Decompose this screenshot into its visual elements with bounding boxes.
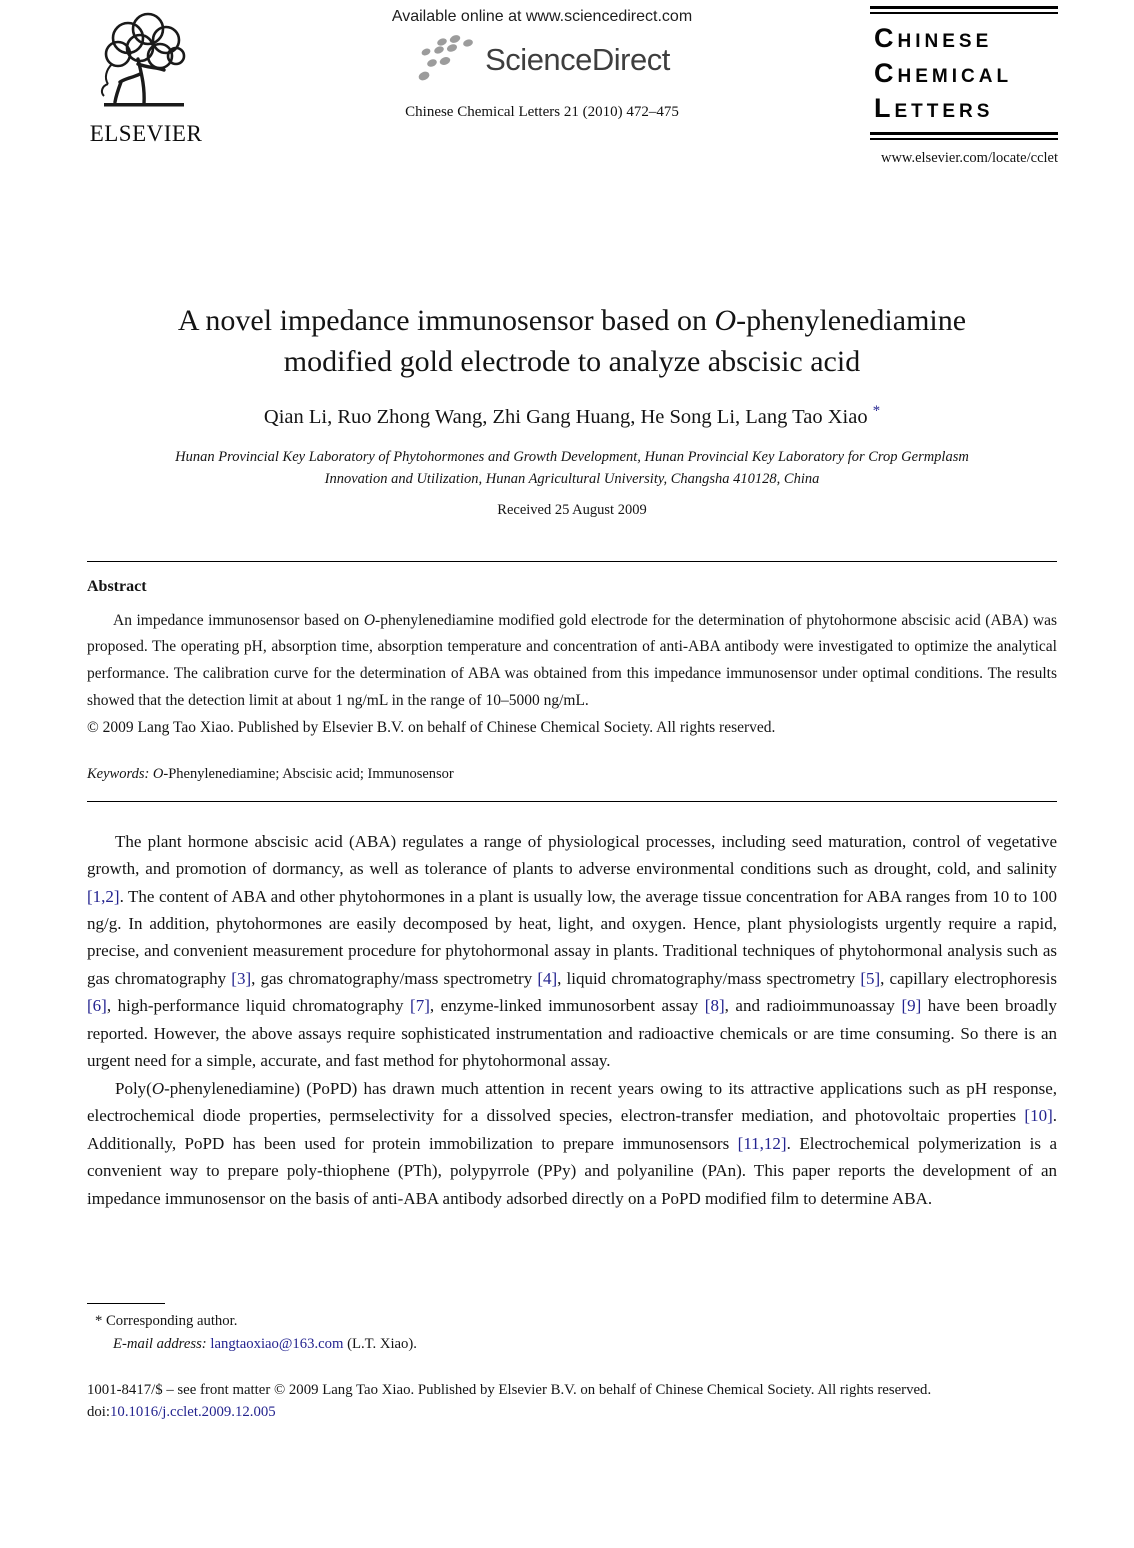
text-run: E-mail address: [113,1336,211,1352]
text-run: -phenylenediamine [736,304,967,337]
body-paragraph-1 [87,828,1057,1075]
issn-copyright-line: 1001-8417/$ – see front matter © 2009 Lang Tao Xiao. Published by Elsevier B.V. on behalf of Chinese Chemical Society. All rights reserved. [87,1382,932,1398]
author-list [87,403,1057,429]
text-run: , enzyme-linked immunosorbent assay [429,996,705,1016]
elsevier-logo [84,12,208,147]
article-title-line1 [178,304,966,337]
abstract-copyright: © 2009 Lang Tao Xiao. Published by Elsevier B.V. on behalf of Chinese Chemical Society. All rights reserved. [87,718,776,736]
masthead-top-rule [870,6,1058,14]
affiliation-line2: Innovation and Utilization, Hunan Agricultural University, Changsha 410128, China [324,471,820,488]
text-run: An impedance immunosensor based on [113,611,364,629]
abstract-heading: Abstract [87,577,147,595]
sciencedirect-logo[interactable] [322,34,762,86]
text-run: O [151,1078,165,1098]
masthead-bottom-rule [870,132,1058,140]
elsevier-tree-icon [88,12,204,116]
text-run: O [363,611,376,629]
reference-link[interactable]: [10] [1024,1106,1053,1126]
article-title-line2: modified gold electrode to analyze abscisic acid [283,345,861,379]
keywords-bottom-rule [87,801,1057,802]
text-run: . Additionally, PoPD has been used for protein immobilization to prepare immunosensors [87,1106,1057,1153]
article-title [87,300,1057,383]
text-run: O [714,304,737,337]
body-paragraph-2 [87,1075,1057,1212]
reference-link[interactable]: [7] [410,996,430,1016]
header-center [322,8,762,121]
text-run: . Electrochemical polymerization is a convenient way to prepare poly-thiophene (PTh), polypyrrole (PPy) and polyaniline (PAn). This paper reports the development of an impedance immunosensor on the basis of anti-ABA antibody adsorbed directly on a PoPD modified film to determine ABA. [87,1133,1057,1208]
text-run: , gas chromatography/mass spectrometry [251,968,538,988]
reference-link[interactable]: [3] [231,968,252,988]
masthead-line: Chemical [874,58,1013,89]
reference-link[interactable]: [8] [704,996,725,1016]
text-run: , high-performance liquid chromatography [106,996,411,1016]
reference-link[interactable]: [9] [901,996,922,1016]
masthead-title [870,14,1058,132]
affiliation-line1: Hunan Provincial Key Laboratory of Phytohormones and Growth Development, Hunan Provincial Key Laboratory for Crop Germplasm [175,448,969,465]
text-run: Qian Li, Ruo Zhong Wang, Zhi Gang Huang, He Song Li, Lang Tao Xiao [263,405,868,428]
available-online-text: Available online at www.sciencedirect.com [391,8,693,25]
text-run: have been broadly reported. However, the above assays require sophisticated instrumentation and radioactive chemicals or are time consuming. So there is an urgent need for a simple, accurate, and fast method for phytohormonal assay. [87,996,1057,1071]
reference-link[interactable]: [11,12] [737,1133,787,1153]
text-run: doi: [87,1404,111,1420]
affiliation [87,446,1057,491]
article-content [87,250,1057,1212]
email-link[interactable]: langtaoxiao@163.com [210,1336,344,1352]
journal-url-link[interactable]: www.elsevier.com/locate/cclet [880,150,1058,167]
masthead-line: Chinese [874,23,993,53]
corresponding-author-marker[interactable]: * [872,402,881,419]
abstract-paragraph [87,608,1057,715]
text-run: , and radioimmunoassay [724,996,902,1016]
email-address-line [113,1336,1059,1353]
text-run: -phenylenediamine) (PoPD) has drawn much attention in recent years owing to its attractive applications such as pH response, electrochemical diode properties, permselectivity for a dissolved species, electron-transfer mediation, and photovoltaic properties [87,1078,1057,1126]
masthead-line: Letters [874,93,994,124]
text-run: . The content of ABA and other phytohormones in a plant is usually low, the average tissue concentration for ABA ranges from 10 to 100 ng/g. In addition, phytohormones are easily decomposed by heat, light, and oxygen. Hence, plant physiologists urgently require a rapid, precise, and convenient measurement procedure for phytohormonal assay in plants. Traditional techniques of phytohormonal analysis such as gas chromatography [87,886,1057,988]
text-run: -Phenylenediamine; Abscisic acid; Immunosensor [163,765,454,782]
text-run: -phenylenediamine modified gold electrode for the determination of phytohormone abscisic acid (ABA) was proposed. The operating pH, absorption time, absorption temperature and concentration of anti-ABA antibody were investigated to optimize the analytical performance. The calibration curve for the determination of ABA was obtained from this impedance immunosensor under optimal conditions. The results showed that the detection limit at about 1 ng/mL in the range of 10–5000 ng/mL. [87,611,1057,709]
reference-link[interactable]: [6] [87,996,107,1016]
text-run: Poly( [115,1078,152,1098]
reference-link[interactable]: [4] [537,968,558,988]
corresponding-author-note: * Corresponding author. [95,1313,238,1329]
received-date: Received 25 August 2009 [497,501,647,518]
journal-masthead [870,6,1058,167]
elsevier-wordmark: ELSEVIER [89,121,203,146]
text-run: A novel impedance immunosensor based on [177,304,715,337]
text-run: The plant hormone abscisic acid (ABA) regulates a range of physiological processes, including seed maturation, control of vegetative growth, and promotion of dormancy, as well as tolerance of plants to adverse environmental conditions such as drought, cold, and salinity [87,831,1057,879]
abstract-top-rule [87,561,1057,562]
text-run: , liquid chromatography/mass spectrometry [557,968,861,988]
text-run: , capillary electrophoresis [880,968,1057,988]
doi-line [87,1404,1059,1421]
text-run: O [152,765,164,782]
text-run: (L.T. Xiao). [343,1336,417,1352]
reference-link[interactable]: [5] [860,968,881,988]
sciencedirect-dots-icon [414,34,478,86]
page-header [0,0,1134,250]
page-footnotes [87,1303,1059,1421]
journal-citation: Chinese Chemical Letters 21 (2010) 472–475 [405,104,679,120]
footnote-rule [87,1303,165,1304]
reference-link[interactable]: [1,2] [87,886,120,906]
doi-link[interactable]: 10.1016/j.cclet.2009.12.005 [110,1404,276,1420]
sciencedirect-wordmark: ScienceDirect [485,42,670,77]
keywords-line [87,766,1057,783]
text-run: Keywords: [87,765,153,782]
